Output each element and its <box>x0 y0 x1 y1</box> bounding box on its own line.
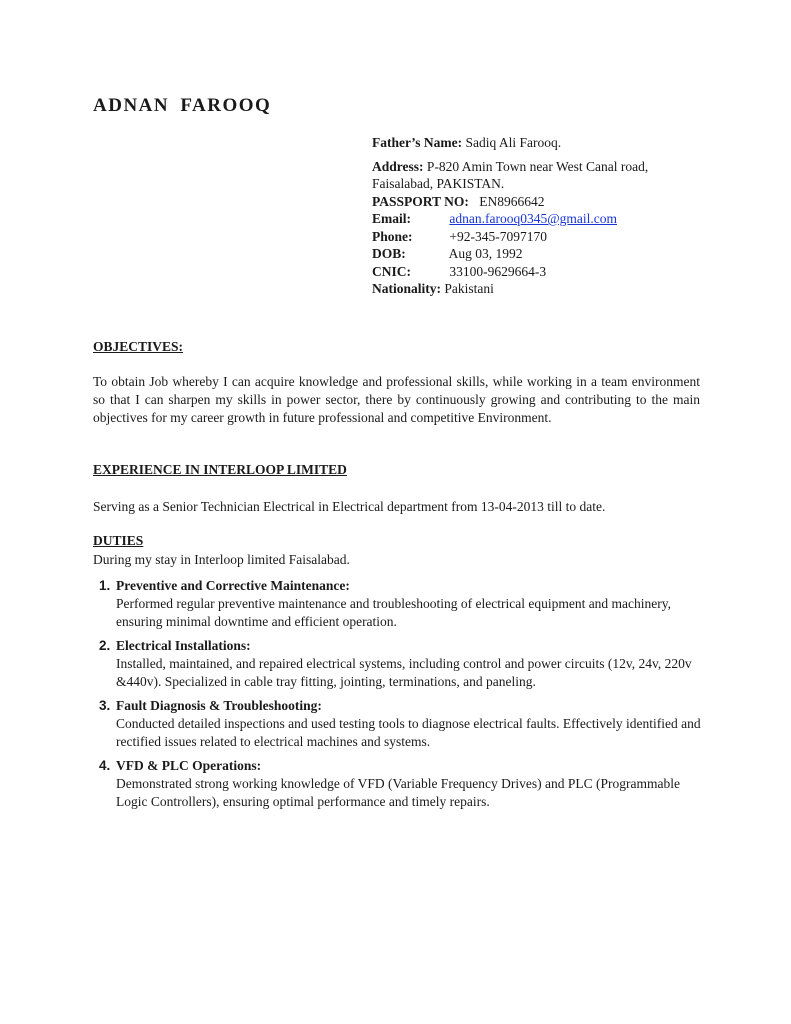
passport-row <box>372 193 692 211</box>
duty-description: Installed, maintained, and repaired electrical systems, including control and power circuits (12v, 24v, 220v &440v). Specialized in cable tray fitting, jointing, terminations, and paneling. <box>116 656 692 689</box>
address-label: Address: <box>372 158 424 174</box>
experience-text: Serving as a Senior Technician Electrical in Electrical department from 13-04-2013 till to date. <box>93 499 606 514</box>
address-value: P-820 Amin Town near West Canal road, Faisalabad, PAKISTAN. <box>372 158 649 191</box>
phone-value: +92-345-7097170 <box>449 228 547 244</box>
duties-heading: DUTIES <box>93 533 144 548</box>
cnic-value: 33100-9629664-3 <box>449 263 547 279</box>
duty-description: Performed regular preventive maintenance and troubleshooting of electrical equipment and machinery, ensuring minimal downtime and efficient operation. <box>116 596 672 629</box>
dob-value: Aug 03, 1992 <box>448 246 523 261</box>
duty-description: Conducted detailed inspections and used testing tools to diagnose electrical faults. Effectively identified and rectified issues related to electrical machines and systems. <box>116 716 701 749</box>
objectives-heading: OBJECTIVES: <box>93 339 184 354</box>
duties-intro: During my stay in Interloop limited Faisalabad. <box>93 552 350 567</box>
duty-number: 4. <box>99 758 111 773</box>
cnic-label: CNIC: <box>372 263 411 279</box>
email-row <box>372 210 692 228</box>
duty-number: 3. <box>99 698 111 713</box>
duty-item <box>93 697 703 751</box>
cnic-row <box>372 263 692 281</box>
nationality-label: Nationality: <box>372 281 441 296</box>
duty-item <box>93 757 703 811</box>
objectives-text: To obtain Job whereby I can acquire knowledge and professional skills, while working in a team environment so that I can sharpen my skills in power sector, there by continuously growing and contributing to the main objectives for my career growth in future professional and competitive Environment. <box>93 374 700 425</box>
email-label: Email: <box>372 211 411 226</box>
passport-value: EN8966642 <box>479 193 545 209</box>
father-name-label: Father’s Name: <box>372 135 463 150</box>
personal-info-block <box>372 134 692 298</box>
nationality-row <box>372 280 692 298</box>
candidate-name: ADNAN FAROOQ <box>93 95 272 116</box>
passport-label: PASSPORT NO: <box>372 193 469 209</box>
duty-item <box>93 637 703 691</box>
email-link[interactable]: adnan.farooq0345@gmail.com <box>449 211 618 226</box>
address-row <box>372 158 692 193</box>
duty-description: Demonstrated strong working knowledge of VFD (Variable Frequency Drives) and PLC (Programmable Logic Controllers), ensuring optimal performance and timely repairs. <box>116 776 681 809</box>
dob-label: DOB: <box>372 246 406 261</box>
dob-row <box>372 245 692 263</box>
phone-label: Phone: <box>372 228 413 244</box>
experience-heading: EXPERIENCE IN INTERLOOP LIMITED <box>93 462 347 477</box>
duties-list <box>93 577 703 817</box>
duty-title: Fault Diagnosis & Troubleshooting: <box>116 698 322 713</box>
father-name-value: Sadiq Ali Farooq. <box>465 135 562 150</box>
duty-title: Electrical Installations: <box>116 638 251 653</box>
phone-row <box>372 228 692 246</box>
duty-number: 1. <box>99 578 111 593</box>
duty-title: VFD & PLC Operations: <box>116 758 262 773</box>
nationality-value: Pakistani <box>444 281 494 296</box>
father-name-row <box>372 134 692 152</box>
duty-title: Preventive and Corrective Maintenance: <box>116 578 350 593</box>
duty-item <box>93 577 703 631</box>
duty-number: 2. <box>99 638 111 653</box>
